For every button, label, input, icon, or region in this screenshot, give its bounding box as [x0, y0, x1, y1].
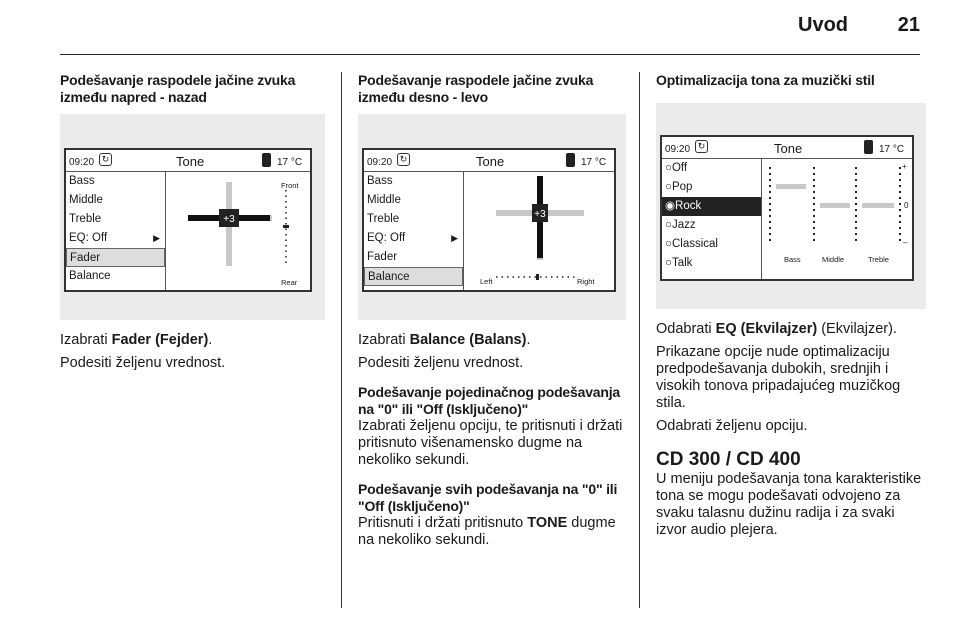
- menu-item-eq[interactable]: [66, 229, 165, 248]
- page-number: 21: [897, 14, 920, 36]
- paragraph-eq-options: Prikazane opcije nude optimalizaciju predpodešavanja dubokih, srednjih i visokih tonova pripadajućeg muzičkog stila.: [656, 344, 901, 411]
- rear-label: Rear: [281, 278, 298, 287]
- subheading-cd-models: CD 300 / CD 400: [656, 449, 801, 470]
- thermometer-icon: [864, 140, 873, 154]
- text-run: (Ekvilajzer).: [817, 321, 897, 337]
- menu-item-label: EQ: Off: [69, 232, 108, 244]
- menu-item-middle[interactable]: Middle: [367, 194, 401, 206]
- eq-bar-bass: [776, 184, 806, 189]
- figure-equalizer: [656, 103, 926, 309]
- screen-menu: [66, 172, 166, 290]
- screen-title: Tone: [774, 141, 803, 156]
- clock-icon: ↻: [695, 140, 708, 153]
- menu-item-talk[interactable]: ○Talk: [665, 257, 693, 269]
- eq-bar-treble: [862, 203, 894, 208]
- menu-item-label: Jazz: [671, 219, 696, 231]
- menu-item-label: Pop: [671, 181, 693, 193]
- screen-time: 09:20: [367, 157, 393, 168]
- section-heading: Podešavanje raspodele jačine zvuka između desno - levo: [358, 72, 594, 105]
- screen-time: 09:20: [69, 157, 95, 168]
- text-bold: TONE: [527, 515, 568, 531]
- paragraph-choose-option: Odabrati željenu opciju.: [656, 418, 808, 434]
- balance-value: +3: [534, 209, 546, 220]
- thermometer-icon: [262, 153, 271, 167]
- screen-temperature: 17 °C: [277, 157, 303, 168]
- chevron-right-icon: ▶: [153, 233, 160, 243]
- menu-item-off[interactable]: ○Off: [665, 162, 688, 174]
- menu-item-bass[interactable]: Bass: [367, 175, 393, 187]
- treble-label: Treble: [868, 255, 889, 264]
- screen-title: Tone: [476, 154, 505, 169]
- menu-item-label: Rock: [675, 200, 702, 212]
- menu-item-label: EQ: Off: [367, 232, 406, 244]
- screen-status-bar: [364, 150, 614, 172]
- screen-status-bar: [66, 150, 310, 172]
- middle-label: Middle: [822, 255, 845, 264]
- front-label: Front: [281, 181, 299, 190]
- section-heading: Podešavanje raspodele jačine zvuka između napred - nazad: [60, 72, 296, 105]
- text-bold: EQ (Ekvilajzer): [715, 321, 818, 337]
- paragraph-select: [60, 332, 325, 349]
- menu-item-treble[interactable]: Treble: [69, 213, 102, 225]
- bass-label: Bass: [784, 255, 801, 264]
- menu-item-label: Off: [671, 162, 688, 174]
- figure-balance: [358, 114, 626, 320]
- eq-bar-middle: [820, 203, 850, 208]
- menu-item-middle[interactable]: Middle: [69, 194, 103, 206]
- text-run: Pritisnuti i držati pritisnuto: [358, 515, 528, 531]
- header-rule: [60, 54, 920, 55]
- left-label: Left: [480, 277, 493, 286]
- equalizer-graphic: [764, 159, 912, 263]
- menu-item-fader[interactable]: Fader: [66, 248, 165, 267]
- eq-zero-label: 0: [904, 201, 909, 210]
- paragraph-all-reset: [358, 515, 626, 549]
- eq-plus-label: +: [902, 162, 907, 171]
- subheading-single-reset: Podešavanje pojedinačnog podešavanja na "0" ili "Off (Isključeno)": [358, 384, 620, 417]
- fader-value: +3: [223, 214, 235, 225]
- menu-item-balance[interactable]: Balance: [364, 267, 463, 286]
- menu-item-bass[interactable]: Bass: [69, 175, 95, 187]
- menu-item-jazz[interactable]: ○Jazz: [665, 219, 696, 231]
- paragraph-single-reset: Izabrati željenu opciju, te pritisnuti i držati pritisnuto višenamensko dugme na nekoliko sekundi.: [358, 418, 623, 468]
- text-bold: Balance (Balans): [409, 332, 527, 348]
- header-title: Uvod: [798, 14, 848, 36]
- text-run: Izabrati: [60, 332, 112, 348]
- screen-temperature: 17 °C: [581, 157, 607, 168]
- clock-icon: ↻: [99, 153, 112, 166]
- menu-item-rock[interactable]: ◉Rock: [662, 197, 761, 216]
- figure-fader: [60, 114, 325, 320]
- paragraph-cd-models: U meniju podešavanja tona karakteristike tona se mogu podešavati odvojeno za svaku talasnu dužinu radija i za svaki izvor audio plejera.: [656, 471, 922, 538]
- menu-item-label: Classical: [671, 238, 718, 250]
- subheading-all-reset: Podešavanje svih podešavanja na "0" ili "Off (Isključeno)": [358, 481, 618, 514]
- menu-item-balance[interactable]: Balance: [69, 270, 111, 282]
- column-equalizer: [656, 72, 926, 539]
- text-bold: Fader (Fejder): [111, 332, 209, 348]
- screen-status-bar: [662, 137, 912, 159]
- screen-time: 09:20: [665, 144, 691, 155]
- menu-item-treble[interactable]: Treble: [367, 213, 400, 225]
- balance-scale-marker: [536, 274, 539, 280]
- section-heading: Optimalizacija tona za muzički stil: [656, 72, 875, 88]
- text-run: Odabrati: [656, 321, 716, 337]
- tone-screen: [660, 135, 914, 281]
- paragraph-adjust: Podesiti željenu vrednost.: [60, 355, 226, 371]
- fader-scale-marker: [283, 225, 289, 228]
- screen-menu: [364, 172, 464, 290]
- menu-item-pop[interactable]: ○Pop: [665, 181, 693, 193]
- column-fader: [60, 72, 325, 372]
- thermometer-icon: [566, 153, 575, 167]
- text-run: dugme na nekoliko sekundi.: [358, 515, 616, 548]
- column-divider-1: [341, 72, 342, 608]
- menu-item-label: Talk: [671, 257, 693, 269]
- menu-item-classical[interactable]: ○Classical: [665, 238, 718, 250]
- tone-screen: [64, 148, 312, 292]
- text-run: Izabrati: [358, 332, 410, 348]
- screen-menu: [662, 159, 762, 279]
- paragraph-select-eq: [656, 321, 926, 338]
- chevron-right-icon: ▶: [451, 233, 458, 243]
- eq-minus-label: –: [903, 238, 908, 247]
- text-run: .: [208, 332, 213, 348]
- column-divider-2: [639, 72, 640, 608]
- paragraph-adjust: Podesiti željenu vrednost.: [358, 355, 524, 371]
- screen-title: Tone: [176, 154, 205, 169]
- paragraph-select: [358, 332, 626, 349]
- clock-icon: ↻: [397, 153, 410, 166]
- screen-temperature: 17 °C: [879, 144, 905, 155]
- right-label: Right: [577, 277, 595, 286]
- menu-item-fader[interactable]: Fader: [367, 251, 398, 263]
- menu-item-eq[interactable]: [364, 229, 463, 248]
- text-run: .: [526, 332, 531, 348]
- column-balance: [358, 72, 626, 549]
- tone-screen: [362, 148, 616, 292]
